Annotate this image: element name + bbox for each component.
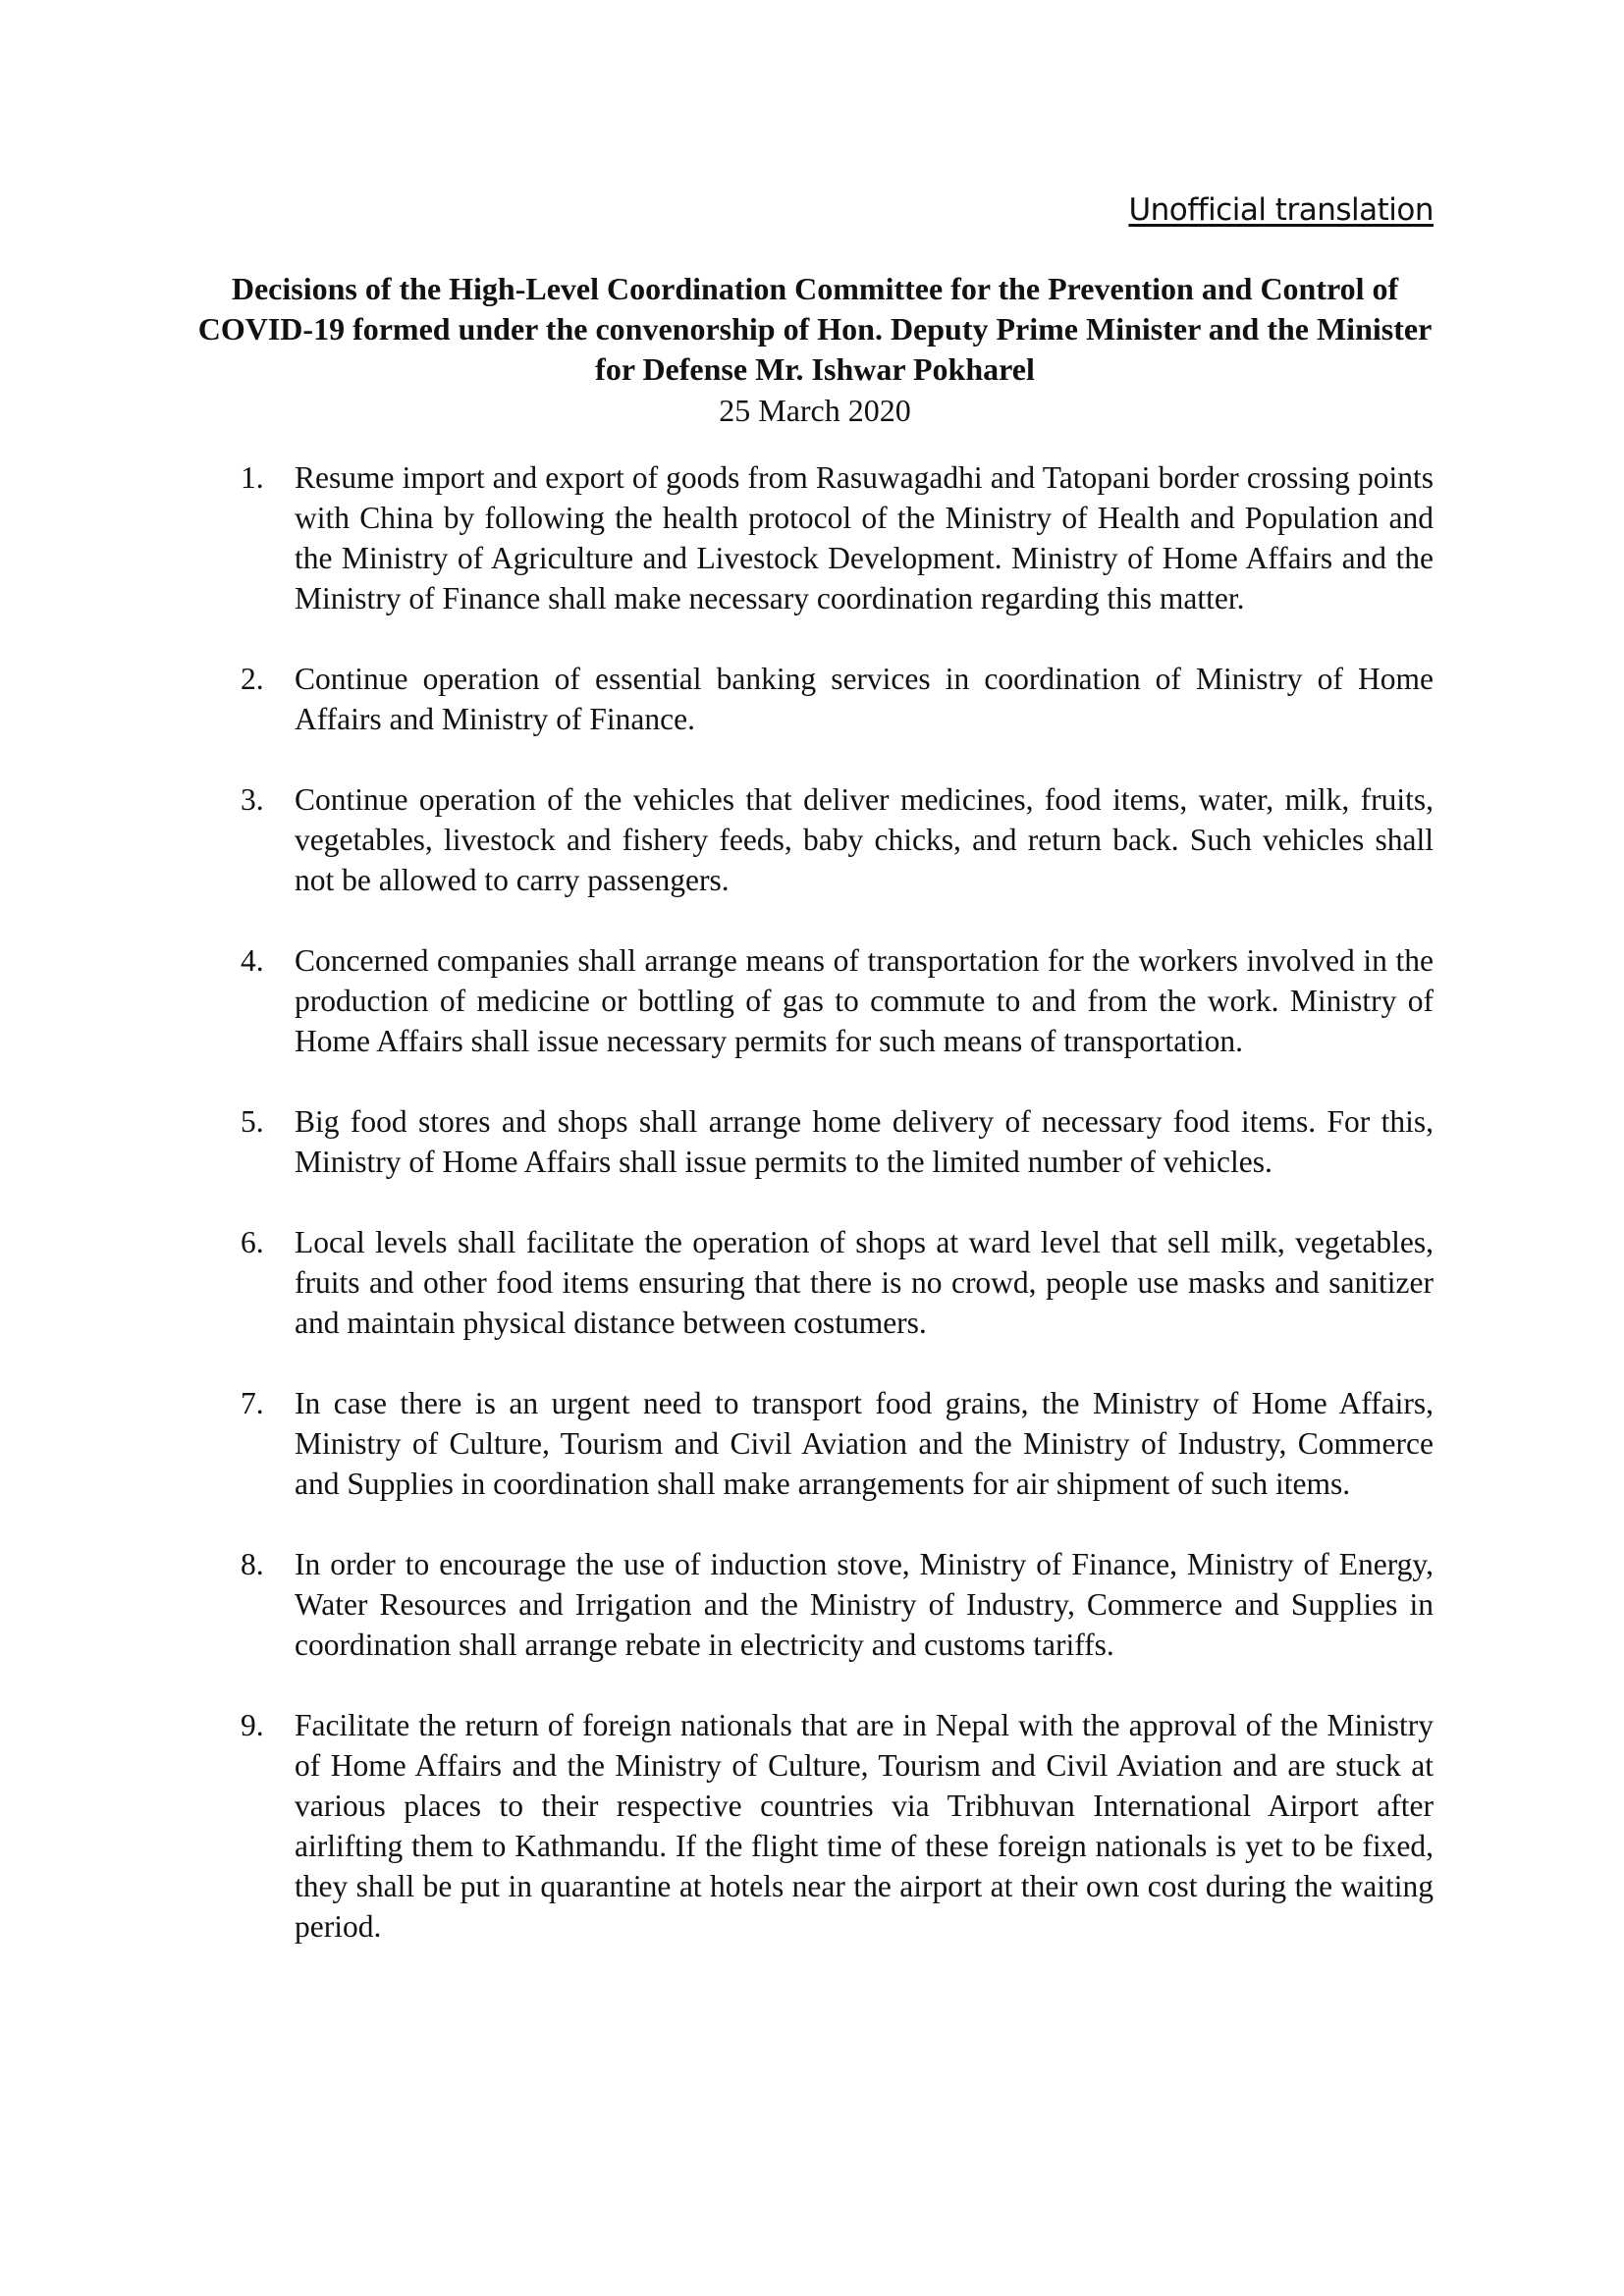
item-text: Big food stores and shops shall arrange home delivery of necessary food items. For this, Ministry of Home Affairs shall issue permits to the limited number of vehicles. [295,1104,1434,1179]
decision-item [241,940,1434,1061]
item-number: 8. [241,1547,264,1581]
item-number: 9. [241,1708,264,1742]
item-text: In case there is an urgent need to transport food grains, the Ministry of Home Affairs, Ministry of Culture, Tourism and Civil Aviation and the Ministry of Industry, Commerce and Supplies in coordination shall make arrangements for air shipment of such items. [295,1386,1434,1501]
item-text: In order to encourage the use of induction stove, Ministry of Finance, Ministry of Energy, Water Resources and Irrigation and the Ministry of Industry, Commerce and Supplies in coordination shall arrange rebate in electricity and customs tariffs. [295,1547,1434,1662]
document-date: 25 March 2020 [719,393,911,428]
item-text: Continue operation of the vehicles that deliver medicines, food items, water, milk, fruits, vegetables, livestock and fishery feeds, baby chicks, and return back. Such vehicles shall not be allowed to carry passengers. [295,782,1434,897]
item-text: Facilitate the return of foreign nationals that are in Nepal with the approval of the Ministry of Home Affairs and the Ministry of Culture, Tourism and Civil Aviation and are stuck at various places to their respective countries via Tribhuvan International Airport after airlifting them to Kathmandu. If the flight time of these foreign nationals is yet to be fixed, they shall be put in quarantine at hotels near the airport at their own cost during the waiting period. [295,1708,1434,1944]
item-text: Continue operation of essential banking services in coordination of Ministry of Home Affairs and Ministry of Finance. [295,662,1434,736]
decision-item [241,1544,1434,1665]
item-number: 6. [241,1225,264,1259]
item-text: Concerned companies shall arrange means of transportation for the workers involved in the production of medicine or bottling of gas to commute to and from the work. Ministry of Home Affairs shall issue necessary permits for such means of transportation. [295,943,1434,1058]
item-number: 4. [241,943,264,978]
decision-item [241,457,1434,618]
decision-item [241,659,1434,739]
item-number: 2. [241,662,264,696]
unofficial-translation-label: Unofficial translation [1128,192,1434,228]
item-number: 5. [241,1104,264,1139]
item-number: 3. [241,782,264,817]
decision-item [241,1222,1434,1343]
decision-item [241,1383,1434,1504]
item-number: 7. [241,1386,264,1420]
decision-item [241,1705,1434,1947]
item-text: Local levels shall facilitate the operation of shops at ward level that sell milk, vegetables, fruits and other food items ensuring that there is no crowd, people use masks and sanitizer and maintain physical distance between costumers. [295,1225,1434,1340]
decision-item [241,1101,1434,1182]
decisions-list [0,457,1624,1987]
document-heading: Decisions of the High-Level Coordination Committee for the Prevention and Control of COVID-19 formed under the convenorship of Hon. Deputy Prime Minister and the Minister for Defense Mr. Ishwar Pokharel [197,271,1433,387]
decision-item [241,779,1434,900]
item-number: 1. [241,460,264,495]
item-text: Resume import and export of goods from Rasuwagadhi and Tatopani border crossing points with China by following the health protocol of the Ministry of Health and Population and the Ministry of Agriculture and Livestock Development. Ministry of Home Affairs and the Ministry of Finance shall make necessary coordination regarding this matter. [295,460,1434,615]
